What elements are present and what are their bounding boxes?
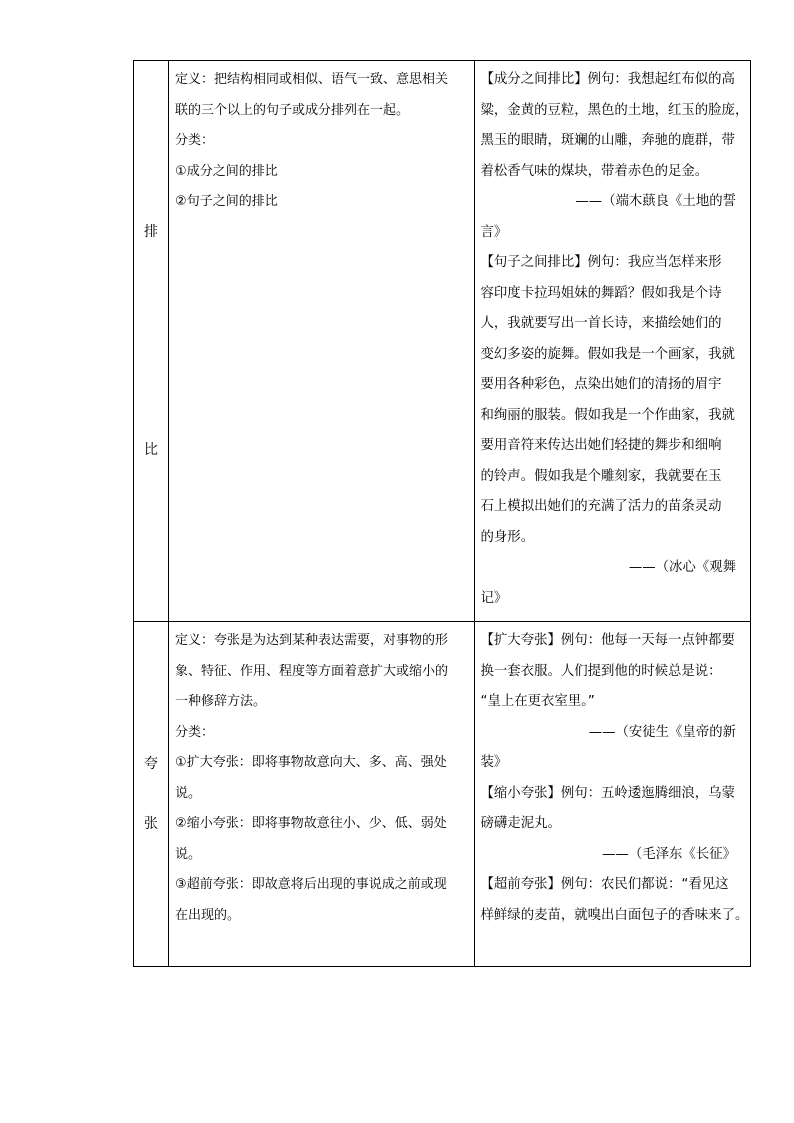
example-line: 【扩大夸张】例句：他每一天每一点钟都要 (480, 633, 735, 648)
table-row-paibi (134, 61, 751, 622)
table-row-kuazhang (134, 622, 751, 967)
example-source: 言》 (480, 224, 508, 240)
category-item: ③超前夸张：即故意将后出现的事说成之前或现 (175, 877, 447, 892)
definition-line: 定义：把结构相同或相似、语气一致、意思相关 (175, 72, 449, 87)
category-item: 说。 (175, 846, 202, 862)
category-label: 分类： (175, 724, 215, 740)
category-item: 说。 (175, 785, 202, 801)
term-char-bottom: 比 (144, 442, 159, 458)
term-char-bottom: 张 (144, 816, 159, 832)
term-char-top: 夸 (144, 755, 159, 772)
example-line: 粱，金黄的豆粒，黑色的土地，红玉的脸庞， (480, 102, 749, 118)
example-line: 的铃声。假如我是个雕刻家，我就要在玉 (480, 468, 722, 484)
category-label: 分类： (175, 133, 215, 148)
example-line: 【成分之间排比】例句：我想起红布似的高 (480, 72, 735, 87)
example-line: 换一套衣服。人们提到他的时候总是说： (480, 663, 722, 679)
example-cell-paibi (474, 61, 750, 622)
example-line: 人，我就要写出一首长诗，来描绘她们的 (480, 316, 722, 331)
category-item: ①成分之间的排比 (175, 163, 278, 179)
example-line: 【超前夸张】例句：农民们都说：“看见这 (480, 877, 729, 892)
example-source: 记》 (480, 590, 508, 606)
example-line: “皇上在更衣室里。” (480, 694, 595, 709)
example-source: ——（安徒生《皇帝的新 (588, 724, 736, 740)
example-cell-kuazhang (474, 622, 750, 967)
term-cell-paibi (134, 61, 169, 622)
category-item: ①扩大夸张：即将事物故意向大、多、高、强处 (175, 755, 447, 770)
example-line: 和绚丽的服装。假如我是一个作曲家，我就 (480, 407, 735, 423)
category-item: 在出现的。 (175, 907, 241, 923)
example-line: 石上模拟出她们的充满了活力的苗条灵动 (480, 499, 722, 514)
term-char-top: 排 (144, 223, 159, 240)
definition-line: 定义：夸张是为达到某种表达需要，对事物的形 (175, 633, 449, 648)
rhetoric-table (133, 60, 751, 967)
definition-cell-kuazhang (169, 622, 474, 967)
category-item: ②句子之间的排比 (175, 194, 278, 209)
example-source: ——（毛泽东《长征》 (602, 846, 736, 862)
example-line: 要用音符来传达出她们轻捷的舞步和细响 (480, 438, 722, 453)
example-line: 着松香气味的煤块，带着赤色的足金。 (480, 163, 709, 179)
definition-line: 象、特征、作用、程度等方面着意扩大或缩小的 (175, 663, 449, 679)
example-source: ——（端木蕻良《土地的誓 (575, 194, 736, 209)
definition-line: 一种修辞方法。 (175, 694, 267, 709)
example-source: 装》 (480, 755, 508, 770)
category-item: ②缩小夸张：即将事物故意往小、少、低、弱处 (175, 816, 447, 831)
example-line: 【缩小夸张】例句：五岭逶迤腾细浪，乌蒙 (480, 785, 735, 801)
example-line: 样鲜绿的麦苗，就嗅出白面包子的香味来了。 (480, 907, 749, 923)
example-source: ——（冰心《观舞 (628, 560, 736, 575)
example-line: 【句子之间排比】例句：我应当怎样来形 (480, 255, 722, 270)
definition-line: 联的三个以上的句子或成分排列在一起。 (175, 102, 410, 118)
example-line: 要用各种彩色，点染出她们的清扬的眉宇 (480, 377, 722, 392)
definition-cell-paibi (169, 61, 474, 622)
example-line: 黑玉的眼睛，斑斓的山雕，奔驰的鹿群，带 (480, 133, 735, 148)
term-cell-kuazhang (134, 622, 169, 967)
example-line: 的身形。 (480, 529, 535, 545)
example-line: 磅礴走泥丸。 (480, 816, 561, 831)
example-line: 变幻多姿的旋舞。假如我是一个画家，我就 (480, 346, 735, 362)
example-line: 容印度卡拉玛姐妹的舞蹈？假如我是个诗 (480, 285, 722, 301)
